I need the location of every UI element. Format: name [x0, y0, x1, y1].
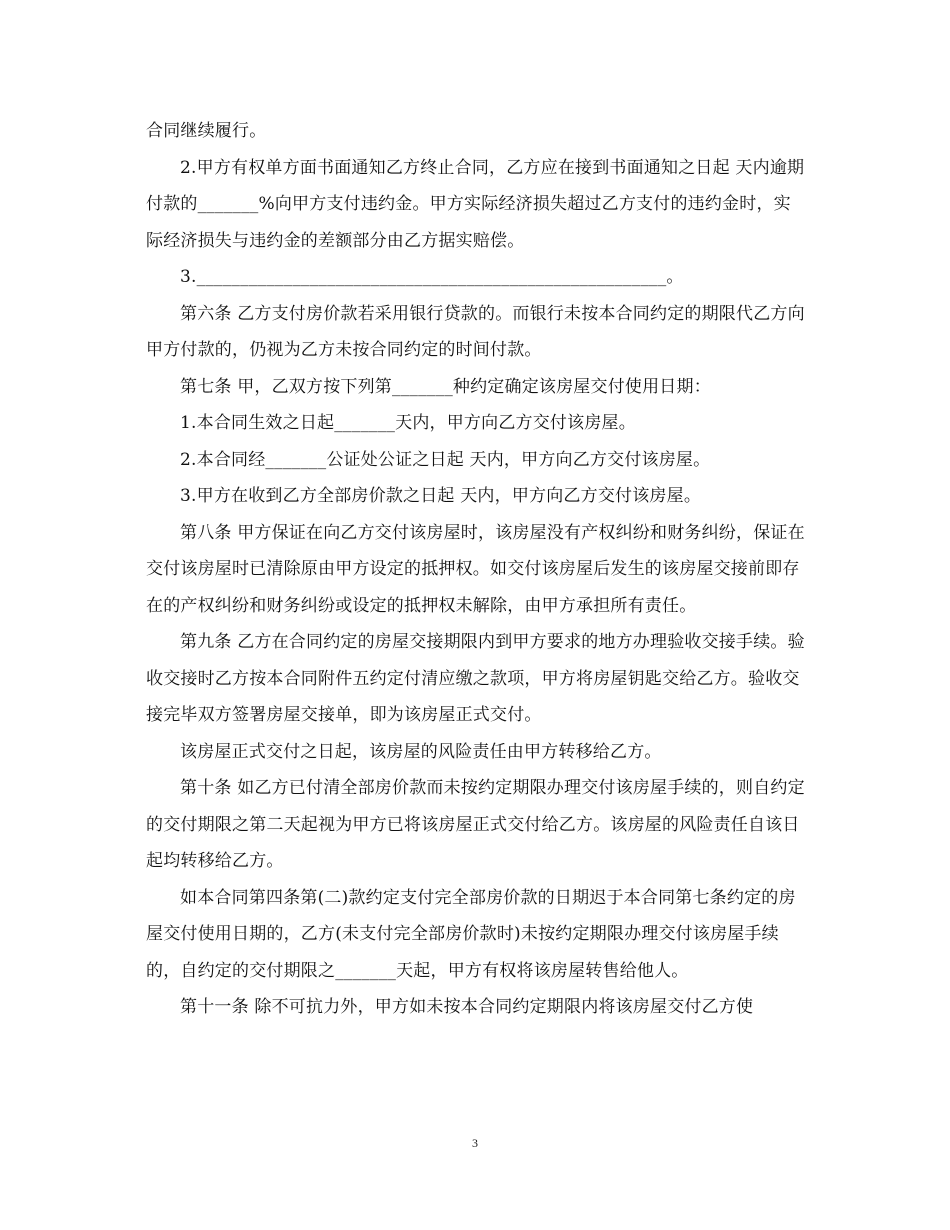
document-body — [146, 113, 806, 1026]
paragraph-13: 第十一条 除不可抗力外，甲方如未按本合同约定期限内将该房屋交付乙方使 — [180, 997, 754, 1017]
paragraph-2: 3.______________________________________________________。 — [180, 267, 684, 287]
paragraph-10: 该房屋正式交付之日起，该房屋的风险责任由甲方转移给乙方。 — [180, 741, 662, 762]
paragraph-9: 第九条 乙方在合同约定的房屋交接期限内到甲方要求的地方办理验收交接手续。验收交接时乙方按本合同附件五约定付清应缴之款项，甲方将房屋钥匙交给乙方。验收交接完毕双方签署房屋交接单，即为该房屋正式交付。 — [146, 632, 805, 725]
paragraph-3: 第六条 乙方支付房价款若采用银行贷款的。而银行未按本合同约定的期限代乙方向甲方付款的，仍视为乙方未按合同约定的时间付款。 — [146, 303, 805, 360]
paragraph-7: 3.甲方在收到乙方全部房价款之日起 天内，甲方向乙方交付该房屋。 — [180, 486, 702, 506]
paragraph-8: 第八条 甲方保证在向乙方交付该房屋时，该房屋没有产权纠纷和财务纠纷，保证在交付该房屋时已清除原由甲方设定的抵押权。如交付该房屋后发生的该房屋交接前即存在的产权纠纷和财务纠纷或设定的抵押权未解除，由甲方承担所有责任。 — [146, 522, 805, 616]
paragraph-6: 2.本合同经_______公证处公证之日起 天内，甲方向乙方交付该房屋。 — [180, 449, 711, 470]
paragraph-11: 第十条 如乙方已付清全部房价款而未按约定期限办理交付该房屋手续的，则自约定的交付期限之第二天起视为甲方已将该房屋正式交付给乙方。该房屋的风险责任自该日起均转移给乙方。 — [146, 778, 805, 871]
paragraph-5: 1.本合同生效之日起_______天内，甲方向乙方交付该房屋。 — [180, 413, 636, 433]
page-number: 3 — [472, 1136, 478, 1150]
paragraph-0: 合同继续履行。 — [146, 121, 267, 141]
paragraph-4: 第七条 甲，乙双方按下列第_______种约定确定该房屋交付使用日期： — [180, 376, 711, 397]
paragraph-1: 2.甲方有权单方面书面通知乙方终止合同，乙方应在接到书面通知之日起 天内逾期付款的_______%向甲方支付违约金。甲方实际经济损失超过乙方支付的违约金时，实际经济损失与违约金的差额部分由乙方据实赔偿。 — [146, 157, 805, 251]
paragraph-12: 如本合同第四条第(二)款约定支付完全部房价款的日期迟于本合同第七条约定的房屋交付使用日期的，乙方(未支付完全部房价款时)未按约定期限办理交付该房屋手续的，自约定的交付期限之_______天起，甲方有权将该房屋转售给他人。 — [146, 887, 796, 981]
